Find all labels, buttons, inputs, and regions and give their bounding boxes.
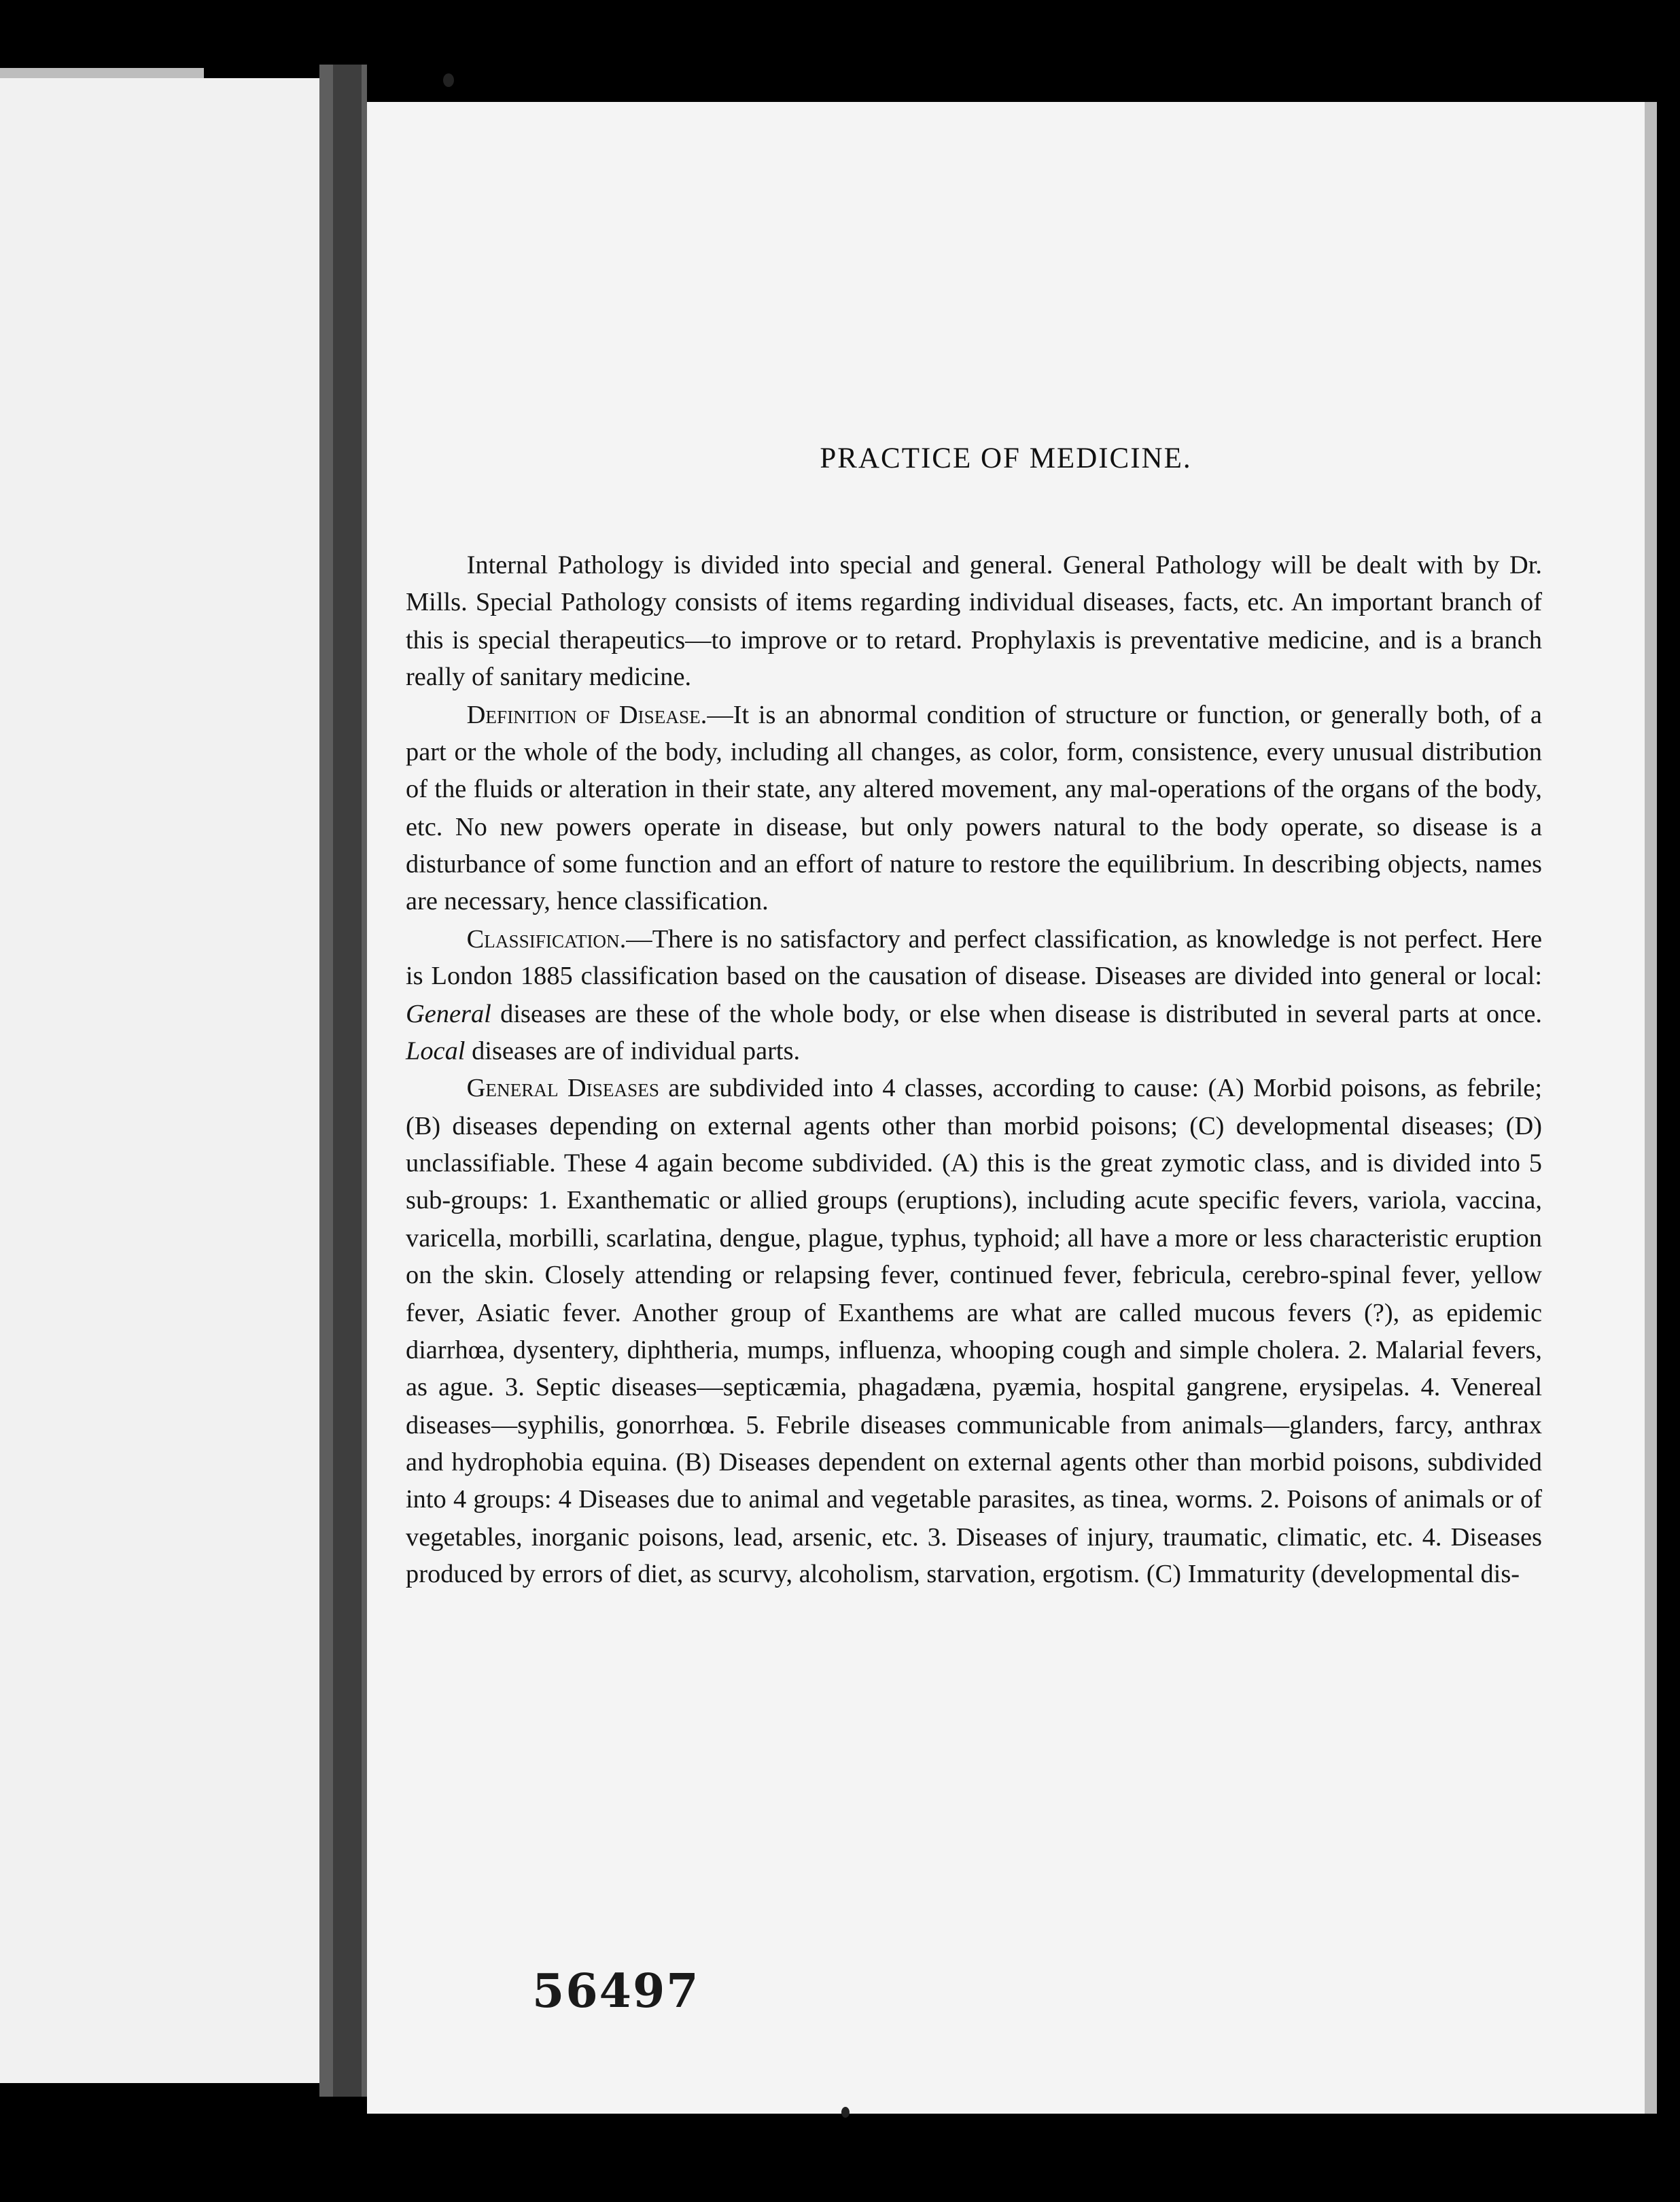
paragraph-intro-text: Internal Pathology is divided into special and general. General Pathology will be dealt with by Dr. Mills. Special Pathology consists of items regarding individual diseases, facts, etc. An important branch of this is special therapeutics—to improve or to retard. Prophylaxis is preventative medicine, and is a branch really of sanitary medicine. bbox=[406, 551, 1542, 692]
catalog-stamp-number: 56497 bbox=[532, 1964, 700, 2018]
classification-heading: Classification. bbox=[466, 925, 627, 954]
right-page bbox=[367, 102, 1645, 2114]
general-diseases-text: are subdivided into 4 classes, according to cause: (A) Morbid poisons, as febrile; (B) diseases depending on external agents other than morbid poisons; (C) developmental diseases; (D) unclassifiable. These 4 again become subdivided. (A) this is the great zymotic class, and is divided into 5 sub-groups: 1. Exanthematic or allied groups (eruptions), including acute specific fevers, variola, vaccina, varicella, morbilli, scarlatina, dengue, plague, typhus, typhoid; all have a more or less characteristic eruption on the skin. Closely attending or relapsing fever, continued fever, febricula, cerebro-spinal fever, yellow fever, Asiatic fever. Another group of Exanthems are what are called mucous fevers (?), as epidemic diarrhœa, dysentery, diphtheria, mumps, influenza, whooping cough and simple cholera. 2. Malarial fevers, as ague. 3. Septic diseases—septicæmia, phagadæna, pyæmia, hospital gangrene, erysipelas. 4. Venereal diseases—syphilis, gonorrhœa. 5. Febrile diseases communicable from animals—glanders, farcy, anthrax and hydrophobia equina. (B) Diseases dependent on external agents other than morbid poisons, subdivided into 4 groups: 4 Diseases due to animal and vegetable parasites, as tinea, worms. 2. Poisons of animals or of vegetables, inorganic poisons, lead, arsenic, etc. 3. Diseases of injury, traumatic, climatic, etc. 4. Diseases produced by errors of diet, as scurvy, alcoholism, starvation, ergotism. (C) Immaturity (developmental dis- bbox=[406, 1074, 1543, 1589]
book-gutter-shadow bbox=[333, 65, 362, 2097]
general-emphasis: General bbox=[406, 1000, 491, 1028]
definition-heading: Definition of Disease. bbox=[466, 701, 707, 729]
general-diseases-heading: General Diseases bbox=[466, 1074, 659, 1103]
paragraph-intro bbox=[406, 547, 1542, 697]
classification-text: —There is no satisfactory and perfect classification, as knowledge is not perfect. Here is London 1885 classification based on the causation of disease. Diseases are divided into general or local: bbox=[406, 925, 1542, 991]
classification-text-3: diseases are of individual parts. bbox=[465, 1037, 801, 1066]
ink-speck-top bbox=[443, 73, 454, 87]
paragraph-classification bbox=[406, 921, 1542, 1070]
left-page-blank bbox=[0, 78, 319, 2083]
paragraph-definition bbox=[406, 697, 1542, 921]
ink-speck bbox=[841, 2107, 850, 2118]
local-emphasis: Local bbox=[406, 1037, 466, 1066]
page-title: PRACTICE OF MEDICINE. bbox=[820, 442, 1192, 474]
body-text bbox=[406, 547, 1542, 1594]
classification-text-2: diseases are these of the whole body, or else when disease is distributed in several parts at once. bbox=[491, 1000, 1542, 1028]
definition-text: —It is an abnormal condition of structure or function, or generally both, of a part or the whole of the body, including all changes, as color, form, consistence, every unusual distribution of the fluids or alteration in their state, any altered movement, any mal-operations of the organs of the body, etc. No new powers operate in disease, but only powers natural to the body operate, so disease is a disturbance of some function and an effort of nature to restore the equilibrium. In describing objects, names are necessary, hence classification. bbox=[406, 701, 1542, 916]
paragraph-general-diseases bbox=[406, 1070, 1542, 1594]
